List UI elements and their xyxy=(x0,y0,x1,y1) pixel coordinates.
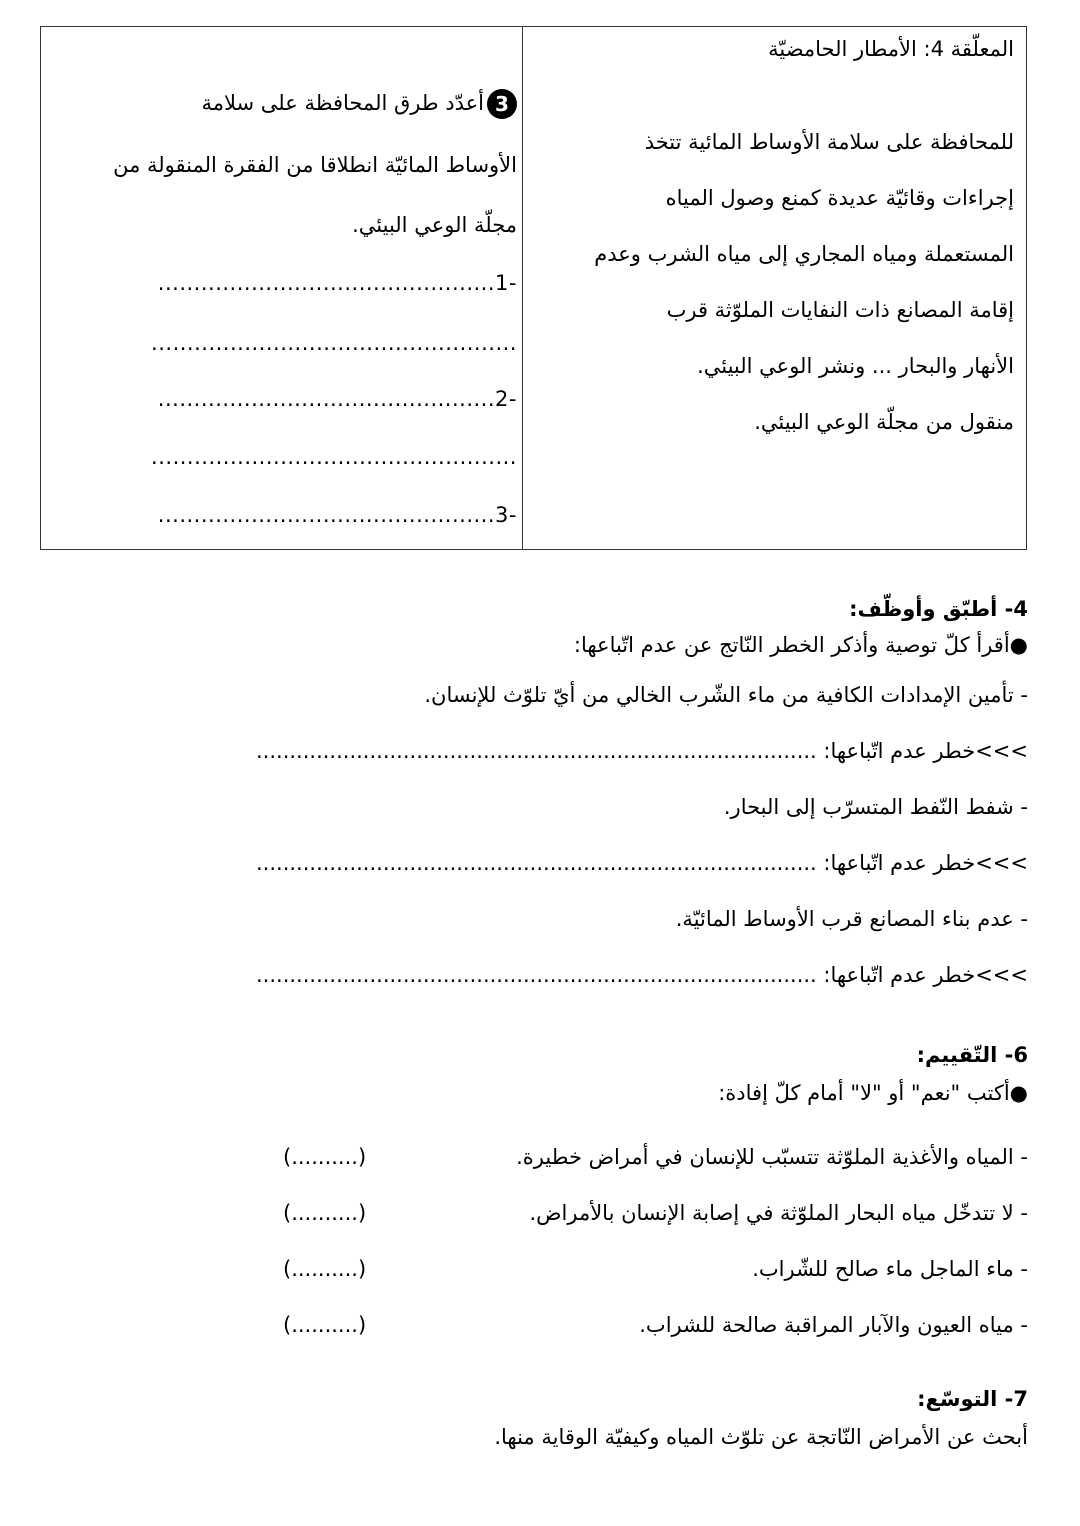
section6-title: 6- التّقييم: xyxy=(916,1043,1028,1067)
answer-line-1b[interactable]: ................................................... xyxy=(151,331,517,355)
answer-blank-2[interactable]: (..........) xyxy=(283,1201,367,1225)
section4-instruction: ●أقرأ كلّ توصية وأذكر الخطر النّاتج عن عدم اتّباعها: xyxy=(573,633,1028,657)
question3-line-3: مجلّة الوعي البيئي. xyxy=(352,213,517,237)
recommendation-3: - عدم بناء المصانع قرب الأوساط المائيّة. xyxy=(675,907,1028,931)
card4-source: منقول من مجلّة الوعي البيئي. xyxy=(754,410,1014,434)
answer-blank-4[interactable]: (..........) xyxy=(283,1313,367,1337)
card4-title: المعلّقة 4: الأمطار الحامضيّة xyxy=(768,37,1014,61)
card4-line-1: للمحافظة على سلامة الأوساط المائية تتخذ xyxy=(644,130,1014,154)
answer-line-2[interactable]: -2............................................... xyxy=(157,387,517,411)
card-table xyxy=(40,26,1027,550)
statement-2: - لا تتدخّل مياه البحار الملوّثة في إصابة الإنسان بالأمراض. xyxy=(529,1201,1028,1225)
section7-text: أبحث عن الأمراض النّاتجة عن تلوّث المياه وكيفيّة الوقاية منها. xyxy=(494,1425,1028,1449)
statement-4: - مياه العيون والآبار المراقبة صالحة للشراب. xyxy=(639,1313,1028,1337)
section4-title: 4- أطبّق وأوظّف: xyxy=(849,597,1028,621)
statement-3: - ماء الماجل ماء صالح للشّراب. xyxy=(752,1257,1028,1281)
recommendation-1: - تأمين الإمدادات الكافية من ماء الشّرب الخالي من أيّ تلوّث للإنسان. xyxy=(424,683,1028,707)
question3-line-1 xyxy=(201,89,517,119)
answer-line-2b[interactable]: ................................................... xyxy=(151,445,517,469)
risk-answer-1[interactable]: >>>خطر عدم اتّباعها: .................................................................................... xyxy=(256,739,1028,763)
section7-title: 7- التوسّع: xyxy=(917,1387,1028,1411)
answer-line-3[interactable]: -3............................................... xyxy=(157,503,517,527)
table-divider xyxy=(522,27,523,549)
answer-line-1[interactable]: -1............................................... xyxy=(157,271,517,295)
section6-instruction: ●أكتب "نعم" أو "لا" أمام كلّ إفادة: xyxy=(718,1081,1028,1105)
answer-blank-1[interactable]: (..........) xyxy=(283,1145,367,1169)
question3-text-1: أعدّد طرق المحافظة على سلامة xyxy=(201,91,484,115)
risk-answer-3[interactable]: >>>خطر عدم اتّباعها: .................................................................................... xyxy=(256,963,1028,987)
card4-line-3: المستعملة ومياه المجاري إلى مياه الشرب وعدم xyxy=(594,242,1014,266)
recommendation-2: - شفط النّفط المتسرّب إلى البحار. xyxy=(723,795,1028,819)
card4-line-4: إقامة المصانع ذات النفايات الملوّثة قرب xyxy=(666,298,1014,322)
card4-line-5: الأنهار والبحار ... ونشر الوعي البيئي. xyxy=(697,354,1014,378)
card4-line-2: إجراءات وقائيّة عديدة كمنع وصول المياه xyxy=(665,186,1014,210)
statement-1: - المياه والأغذية الملوّثة تتسبّب للإنسان في أمراض خطيرة. xyxy=(516,1145,1028,1169)
risk-answer-2[interactable]: >>>خطر عدم اتّباعها: .................................................................................... xyxy=(256,851,1028,875)
answer-blank-3[interactable]: (..........) xyxy=(283,1257,367,1281)
question-number-badge: 3 xyxy=(487,89,517,119)
question3-line-2: الأوساط المائيّة انطلاقا من الفقرة المنقولة من xyxy=(113,153,517,177)
